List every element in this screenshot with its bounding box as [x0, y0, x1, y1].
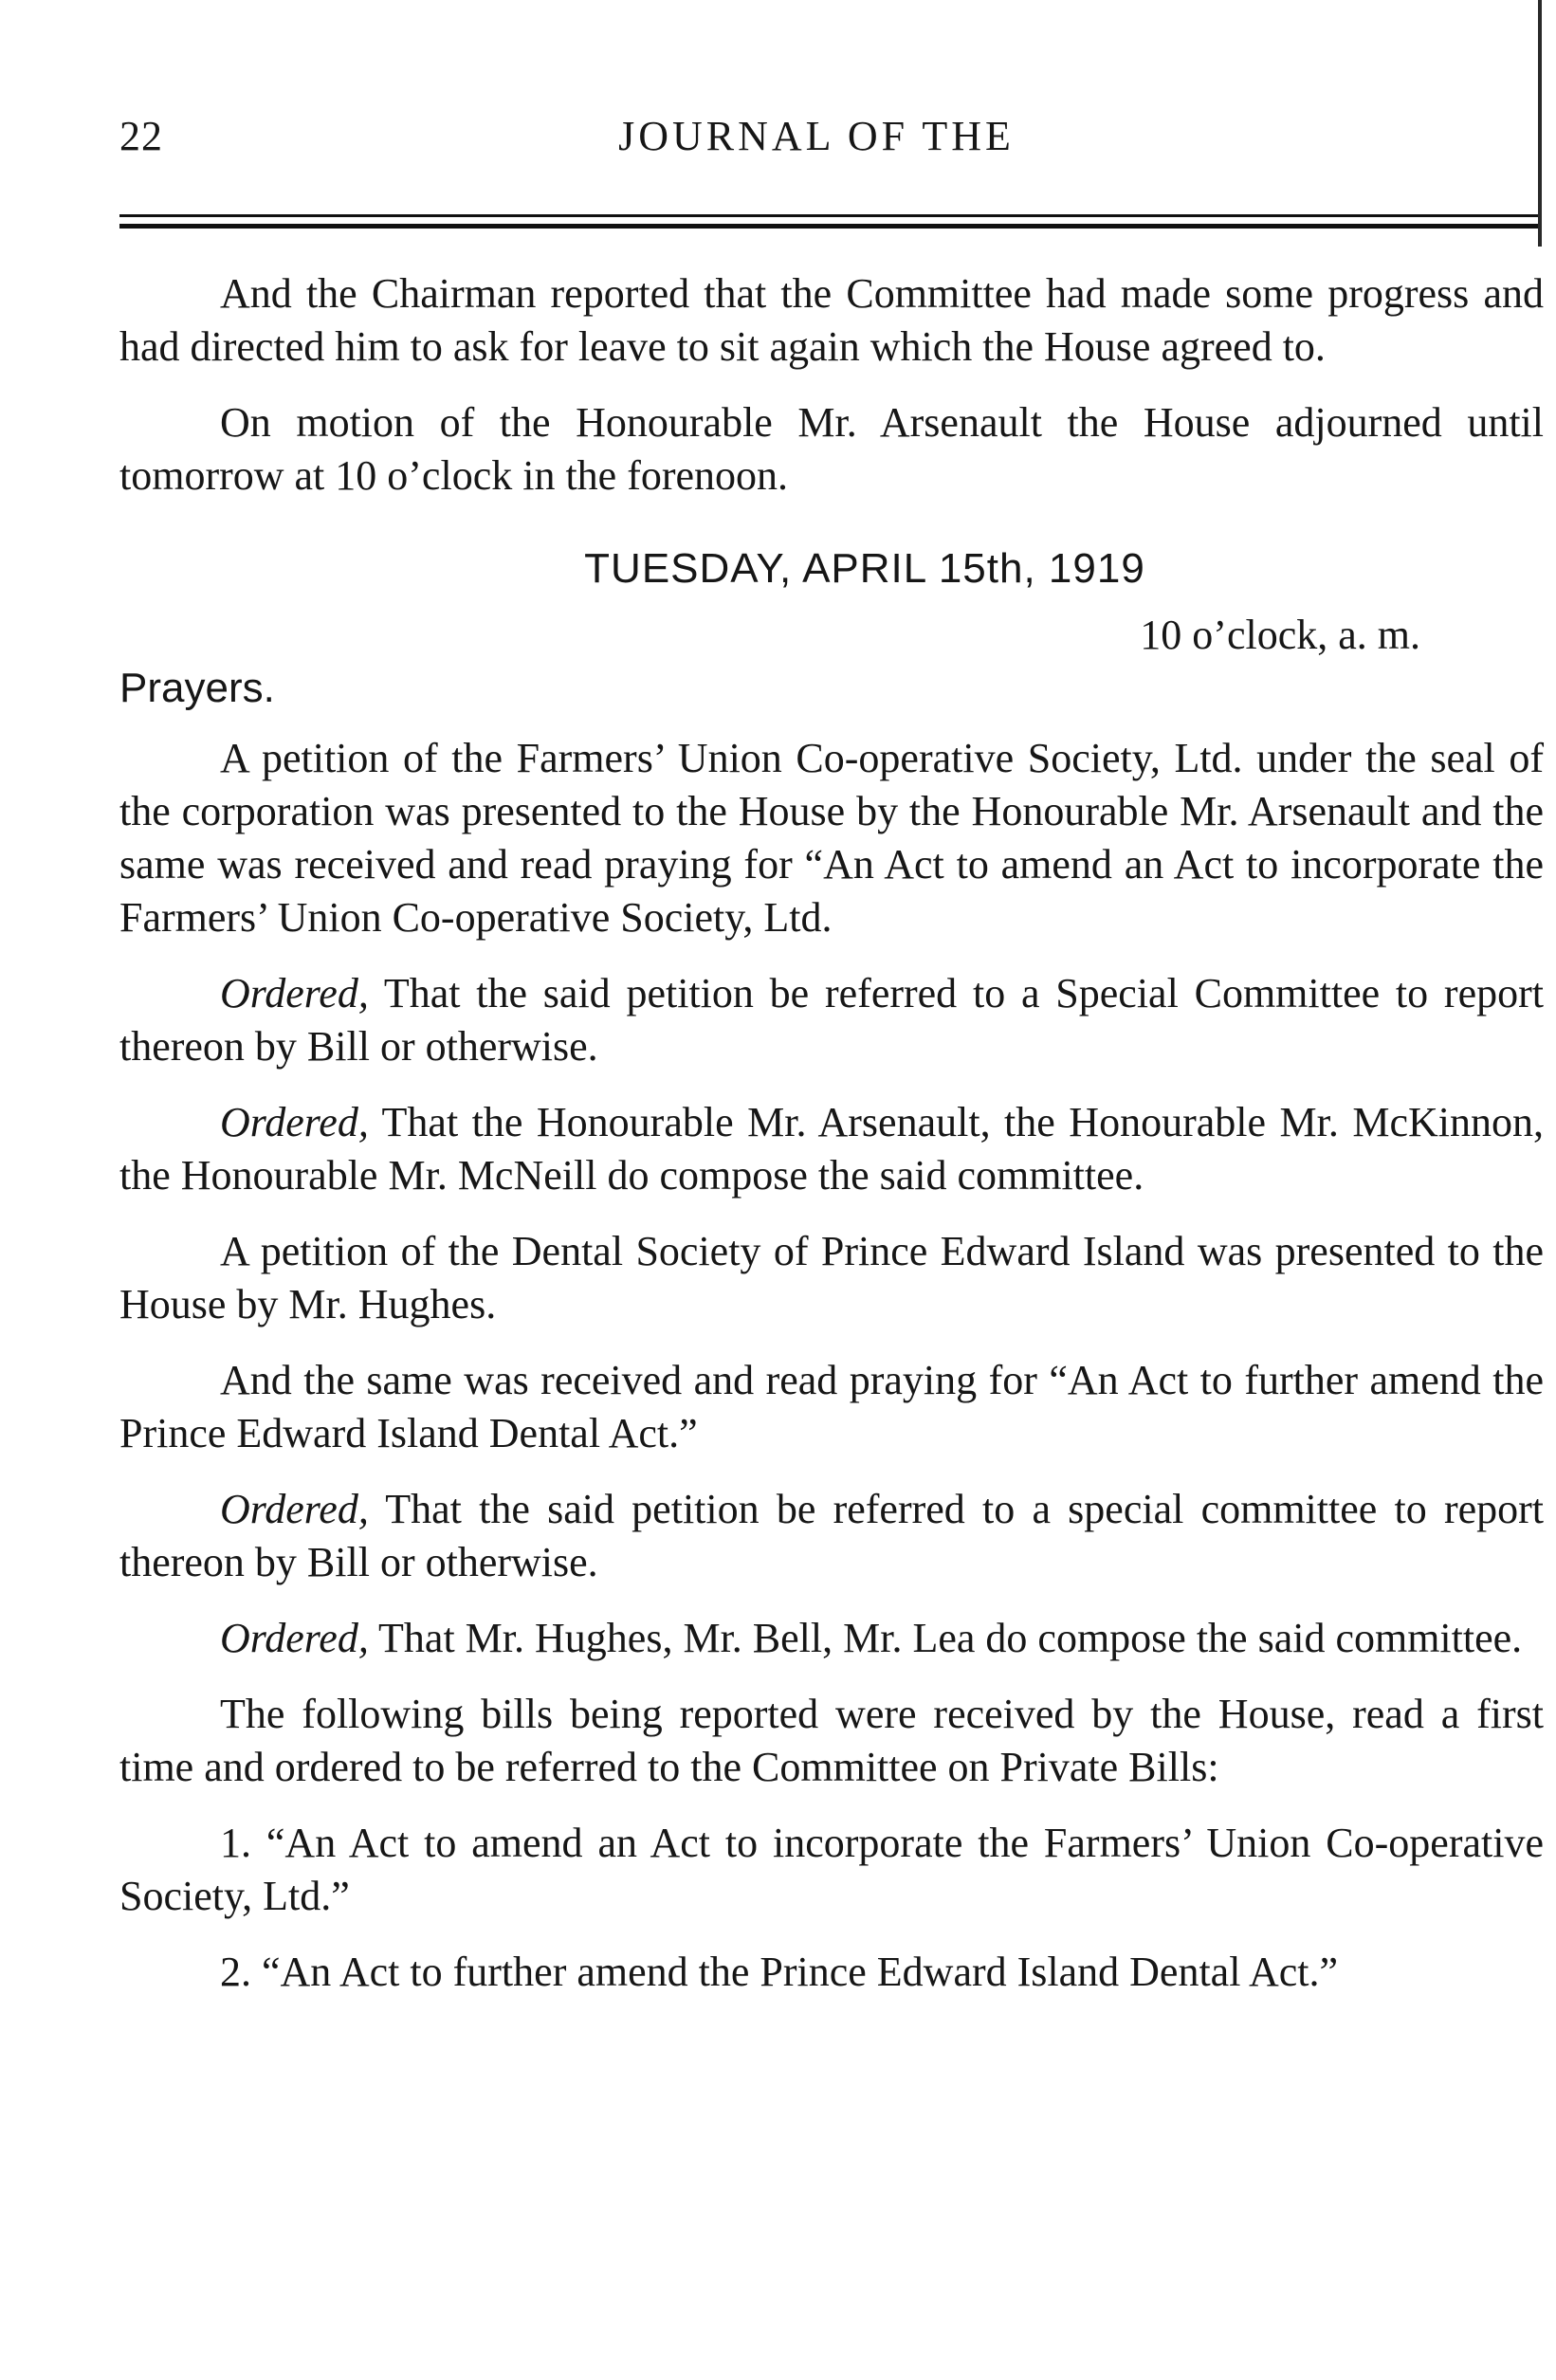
running-head: JOURNAL OF THE — [618, 113, 1015, 159]
journal-body — [119, 267, 1544, 2022]
sitting-time: 10 o’clock, a. m. — [1140, 612, 1420, 658]
page-edge-shadow — [1538, 0, 1542, 247]
bill-item-1: 1. “An Act to amend an Act to incorporate the Farmers’ Union Co-operative Society, Ltd.” — [119, 1820, 1544, 1919]
prayers-label: Prayers. — [119, 665, 275, 711]
header-rule-thin — [119, 214, 1542, 217]
header-rule-thick — [119, 224, 1542, 229]
paragraph-dental-prayer: And the same was received and read praying for “An Act to further amend the Prince Edward Island Dental Act.” — [119, 1357, 1544, 1456]
ordered-label: Ordered, — [220, 970, 369, 1016]
paragraph-order-committee-members — [119, 1096, 1544, 1202]
paragraph-order-dental-members — [119, 1612, 1544, 1665]
paragraph-dental-petition: A petition of the Dental Society of Prince Edward Island was presented to the House by Mr. Hughes. — [119, 1228, 1544, 1327]
order-text: That Mr. Hughes, Mr. Bell, Mr. Lea do compose the said committee. — [378, 1615, 1523, 1661]
paragraph-order-special-committee — [119, 967, 1544, 1073]
paragraph-order-dental-committee — [119, 1483, 1544, 1589]
paragraph-farmers-petition: A petition of the Farmers’ Union Co-operative Society, Ltd. under the seal of the corporation was presented to the House by the Honourable Mr. Arsenault and the same was received and read praying for “An Act to amend an Act to incorporate the Farmers’ Union Co-operative Society, Ltd. — [119, 735, 1544, 941]
paragraph-adjournment: On motion of the Honourable Mr. Arsenault the House adjourned until tomorrow at 10 o’clock in the forenoon. — [119, 399, 1544, 499]
date-heading: TUESDAY, APRIL 15th, 1919 — [584, 545, 1145, 592]
ordered-label: Ordered, — [220, 1615, 369, 1661]
bill-item-2: 2. “An Act to further amend the Prince Edward Island Dental Act.” — [220, 1949, 1339, 1995]
page-number: 22 — [119, 113, 163, 159]
page-header — [119, 112, 1513, 169]
paragraph-chairman-report: And the Chairman reported that the Committee had made some progress and had directed him to ask for leave to sit again which the House agreed to. — [119, 270, 1544, 370]
ordered-label: Ordered, — [220, 1099, 369, 1145]
order-text: That the said petition be referred to a special committee to report thereon by Bill or otherwise. — [119, 1486, 1544, 1585]
ordered-label: Ordered, — [220, 1486, 369, 1532]
order-text: That the said petition be referred to a Special Committee to report thereon by Bill or otherwise. — [119, 970, 1544, 1070]
order-text: That the Honourable Mr. Arsenault, the Honourable Mr. McKinnon, the Honourable Mr. McNeill do compose the said committee. — [119, 1099, 1544, 1199]
paragraph-bills-reported: The following bills being reported were received by the House, read a first time and ordered to be referred to the Committee on Private Bills: — [119, 1691, 1544, 1790]
